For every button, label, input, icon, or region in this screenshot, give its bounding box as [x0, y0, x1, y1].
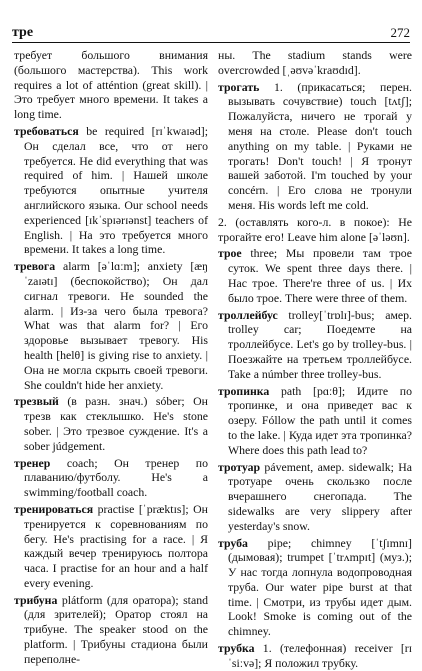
entry-body: pávement, амер. sidewalk; На тротуаре очень скользко после вчерашнего снегопада. The sidewalks are very slippery after yesterday's snow.	[228, 459, 412, 533]
entry-headword: тропинка	[218, 383, 270, 398]
dictionary-entry	[218, 460, 412, 534]
entry-headword: требоваться	[14, 123, 79, 138]
entry-headword: трезвый	[14, 394, 59, 409]
dictionary-entry	[218, 308, 412, 382]
entry-headword: троллейбус	[218, 307, 278, 322]
entry-body: 1. (прикасаться; перен. вызывать сочувствие) touch [tʌtʃ]; Пожалуйста, ничего не трогай у меня на столе. Please don't touch anything on my table. | Руками не трогать! Don't touch! | Я тронут вашей заботой. I'm touched by your concérn. | Его слова не тронули меня. His words left me cold.	[228, 79, 412, 212]
entry-body: ны. The stadium stands were overcrowded [ˌəʊvəˈkraʊdɪd].	[218, 48, 412, 77]
entry-headword: трое	[218, 246, 242, 261]
entry-headword: трибуна	[14, 592, 58, 607]
entry-body: 1. (телефонная) receiver [rɪˈsiːvə]; Я положил трубку.	[228, 641, 412, 670]
entry-headword: тренер	[14, 455, 51, 470]
entry-body: path [pɑːθ]; Идите по тропинке, и она приведет вас к озеру. Fóllow the path until it comes to the lake. | Куда идет эта тропинка? Where does this path lead to?	[228, 383, 412, 457]
entry-body: practise [ˈpræktɪs]; Он тренируется к соревнованиям по бегу. He's practising for a race. | Я каждый вечер тренируюсь полтора часа. I practise for an hour and a half every evening.	[24, 501, 208, 590]
entry-body: be required [rɪˈkwaɪəd]; Он сделал все, что от него требуется. He did everything that was required of him. | Нашей школе требуются опытные учителя английского языка. Our school needs experienced [ɪkˈspɪərɪənst] teachers of English. | На это требуется много времени. It takes a long time.	[24, 123, 208, 257]
dictionary-entry	[14, 394, 208, 453]
column-left	[14, 48, 208, 666]
running-headword: тре	[12, 25, 34, 40]
entry-headword: тротуар	[218, 459, 261, 474]
entry-body: trolley[ˈtrɒlɪ]-bus; амер. trolley car; Поедемте на троллейбусе. Let's go by trolley-bus. | Поезжайте на третьем троллейбусе. Take a númber three trolley-bus.	[228, 307, 412, 381]
entry-headword: трогать	[218, 79, 260, 94]
page-header	[12, 20, 410, 43]
dictionary-entry	[218, 246, 412, 305]
entry-body: coach; Он тренер по плаванию/футболу. He's a swimming/football coach.	[24, 455, 208, 500]
column-right	[218, 48, 412, 670]
columns	[14, 48, 412, 670]
entry-body: plátform (для оратора); stand (для зрителей); Оратор стоял на трибуне. The speaker stood on the platform. | Трибуны стадиона были переполне-	[24, 592, 208, 666]
entry-headword: трубка	[218, 641, 255, 656]
entry-headword: тренироваться	[14, 501, 94, 516]
entry-body: three; Мы провели там трое суток. We spent three days there. | Нас трое. There're three of us. | Их было трое. There were three of them.	[228, 246, 412, 305]
dictionary-entry	[14, 502, 208, 591]
entry-headword: труба	[218, 535, 248, 550]
dictionary-entry	[14, 593, 208, 667]
page-number: 272	[390, 25, 410, 40]
dictionary-entry	[14, 456, 208, 500]
dictionary-entry	[14, 48, 208, 122]
dictionary-entry	[218, 641, 412, 671]
dictionary-entry	[218, 48, 412, 78]
dictionary-entry	[218, 215, 412, 245]
dictionary-entry	[218, 536, 412, 640]
dictionary-entry	[14, 259, 208, 392]
entry-headword: тревога	[14, 259, 56, 274]
entry-body: (в разн. знач.) sóber; Он трезв как стеклышко. He's stone sober. | Это трезвое суждение. It's a sober júdgement.	[24, 394, 208, 453]
entry-body: требует большого внимания (большого мастерства). This work requires a lot of atténtion (great skill). | Это требует много времени. It takes a long time.	[14, 48, 208, 122]
dictionary-entry	[218, 80, 412, 213]
dictionary-entry	[218, 384, 412, 458]
dictionary-entry	[14, 124, 208, 257]
entry-body: alarm [əˈlɑːm]; anxiety [æŋˈzaɪətɪ] (беспокойство); Он дал сигнал тревоги. He sounded the alarm. | Из-за чего была тревога? What was that alarm for? | Его здоровье вызывает тревогу. His health [helθ] is giving rise to anxiety. | Она не могла скрыть своей тревоги. She couldn't hide her anxiety.	[24, 259, 208, 392]
entry-body: pipe; chimney [ˈtʃɪmnɪ] (дымовая); trumpet [ˈtrʌmpɪt] (муз.); У нас тогда лопнула водопроводная труба. Our water pipe burst at that time. | Смотри, из трубы идет дым. Look! Smoke is coming out of the chimney.	[228, 535, 412, 639]
entry-body: 2. (оставлять кого-л. в покое): Не трогайте его! Leave him alone [əˈləʊn].	[218, 214, 412, 244]
